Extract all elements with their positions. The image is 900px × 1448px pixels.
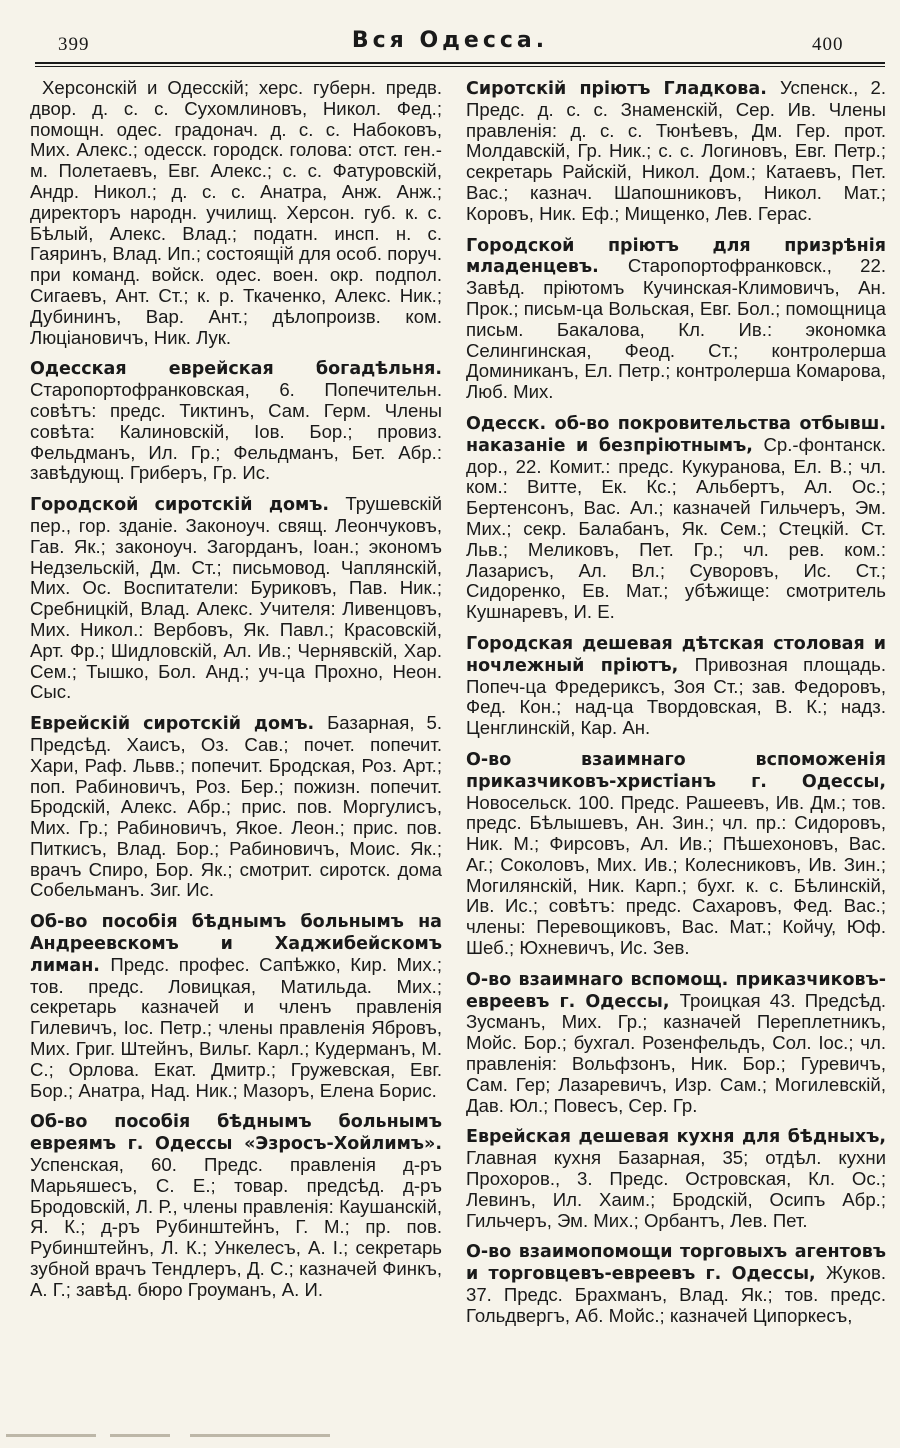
running-title: Вся Одесса.: [351, 28, 549, 53]
directory-entry: [30, 1111, 442, 1300]
entry-heading: Еврейская дешевая кухня для бѣдныхъ,: [466, 1127, 886, 1148]
directory-entry: [466, 633, 886, 739]
entry-body: Жуков. 37. Предс. Брахманъ, Влад. Як.; тов. предс. Гольдвергъ, Аб. Мойс.; казначей Ципоркесъ,: [466, 1262, 886, 1326]
page-number-left: 399: [58, 34, 90, 55]
header-rule: [35, 62, 885, 64]
entry-body: Херсонскій и Одесскій; херс. губерн. предв. двор. д. с. с. Сухомлиновъ, Никол. Фед.; помощн. одес. градонач. д. с. с. Набоковъ, Мих. Алекс.; одесск. городск. голова: отст. ген.-м. Полетаевъ, Евг. Алекс.; с. с. Фатуровскій, Андр. Никол.; д. с. с. Анатра, Анж. Анж.; директоръ народн. училищ. Херсон. губ. к. с. Бѣлый, Алекс. Влад.; податн. инсп. н. с. Гаяринъ, Влад. Ип.; состоящій для особ. поруч. при команд. войск. одес. воен. окр. подпол. Сигаевъ, Ант. Ст.; к. р. Ткаченко, Алекс. Ник.; Дубининъ, Вар. Ант.; дѣлопроизв. ком. Люціановичъ, Ник. Лук.: [30, 77, 442, 348]
entry-body: Старопортофранковская, 6. Попечительн. совѣтъ: предс. Тиктинъ, Сам. Герм. Члены совѣта: Калиновскій, Іов. Бор.; провиз. Фельдманъ, Ил. Гр.; Фельдманъ, Бет. Абр.: завѣдующ. Гриберъ, Гр. Ис.: [30, 379, 442, 484]
directory-entry: [466, 413, 886, 623]
entry-body: Старопортофранковск., 22. Завѣд. пріютомъ Кучинская-Климовичъ, Ан. Прок.; письм-ца Вольская, Евг. Бол.; помощница письм. Бакалова, Кл. Ив.: экономка Селингинская, Феод. Ст.; контролерша Доминиканъ, Ел. Петр.; контролерша Комарова, Люб. Мих.: [466, 255, 886, 403]
directory-entry: [466, 235, 886, 403]
right-column: [466, 78, 886, 1337]
header-rule-thin: [35, 66, 885, 67]
scan-mark: [110, 1434, 170, 1437]
entry-body: Главная кухня Базарная, 35; отдѣл. кухни Прохоров., 3. Предс. Островская, Кл. Ос.; Левинъ, Ил. Хаим.; Бродскій, Осипъ Абр.; Гильчеръ, Эм. Мих.; Орбантъ, Лев. Пет.: [466, 1147, 886, 1231]
scan-edge-marks: [0, 1428, 900, 1448]
entry-body: Привозная площадь. Попеч-ца Фредериксъ, Зоя Ст.; зав. Федоровъ, Фед. Кон.; над-ца Твордовская, В. К.; надз. Ценглинскій, Кар. Ан.: [466, 653, 886, 739]
entry-heading: Еврейскій сиротскій домъ.: [30, 714, 328, 735]
entry-heading: Сиротскій пріютъ Гладкова.: [466, 79, 780, 99]
directory-entry: [30, 713, 442, 901]
entry-body: Успенская, 60. Предс. правленія д-ръ Марьяшесъ, С. Е.; товар. предсѣд. д-ръ Бродовскій, Л. Р., члены правленія: Каушанскій, Я. К.; д-ръ Рубинштейнъ, Г. М.; пр. пов. Рубинштейнъ, Л. К.; Ункелесъ, А. І.; секретарь зубной врачъ Тендлеръ, Д. С.; казначей Финкъ, А. Г.; завѣд. бюро Гроуманъ, А. И.: [30, 1154, 442, 1300]
entry-body: Троицкая 43. Предсѣд. Зусманъ, Мих. Гр.; казначей Переплетникъ, Мойс. Бор.; бухгал. Розенфельдъ, Сол. Іос.; чл. правленія: Вольфзонъ, Ник. Бор.; Гуревичъ, Сам. Гер; Лазаревичъ, Изр. Сам.; Могилевскій, Дав. Юл.; Повесъ, Сер. Гр.: [466, 989, 886, 1116]
directory-entry: [466, 78, 886, 225]
scan-mark: [6, 1434, 96, 1437]
entry-heading: О-во взаимопомощи торговыхъ агентовъ и торговцевъ-евреевъ г. Одессы,: [466, 1242, 886, 1285]
entry-body: Предс. профес. Сапѣжко, Кир. Мих.; тов. предс. Ловицкая, Матильда. Мих.; секретарь казначей и членъ правленія Гилевичъ, Іос. Петр.; члены правленія Ябровъ, Мих. Григ. Штейнъ, Вильг. Карл.; Кудерманъ, М. С.; Орлова. Екат. Дмитр.; Гружевская, Евг. Бор.; Анатра, Над. Ник.; Мазоръ, Елена Борис.: [30, 953, 442, 1101]
entry-heading: Об-во пособія бѣднымъ больнымъ на Андреевскомъ и Хаджибейскомъ лиман.: [30, 912, 442, 976]
scan-mark: [190, 1434, 330, 1437]
entry-body: Базарная, 5. Предсѣд. Хаисъ, Оз. Сав.; почет. попечит. Хари, Раф. Львв.; попечит. Бродская, Роз. Арт.; поп. Рабиновичъ, Роз. Бер.; пожизн. попечит. Бродскій, Алекс. Абр.; прис. пов. Моргулисъ, Мих. Гр.; Рабиновичъ, Якое. Леон.; прис. пов. Питкисъ, Влад. Бор.; Рабиновичъ, Моис. Як.; врачъ Спиро, Бор. Як.; смотрит. сиротск. дома Собельманъ. Зиг. Ис.: [30, 712, 442, 901]
directory-entry: [466, 749, 886, 959]
entry-heading: Городская дешевая дѣтская столовая и ночлежный пріютъ,: [466, 633, 886, 676]
page-number-right: 400: [812, 34, 844, 55]
directory-entry: [466, 1241, 886, 1326]
entry-heading: Городской пріютъ для призрѣнія младенцевъ.: [466, 235, 886, 278]
directory-entry: [30, 358, 442, 484]
left-column: [30, 78, 442, 1311]
entry-heading: Одесск. об-во покровительства отбывш. наказаніе и безпріютнымъ,: [466, 413, 886, 456]
entry-body: Трушевскій пер., гор. зданіе. Законоуч. свящ. Леончуковъ, Гав. Як.; законоуч. Загорданъ, Іоан.; экономъ Недзельскій, Дм. Ст.; письмовод. Чаплянскій, Мих. Ос. Воспитатели: Буриковъ, Пав. Ник.; Сребницкій, Влад. Алекс. Учителя: Ливенцовъ, Мих. Никол.: Вербовъ, Як. Павл.; Красовскій, Арт. Фр.; Шидловскій, Ал. Ив.; Чернявскій, Хар. Сем.; Тышко, Бол. Анд.; уч-ца Прохно, Неон. Сыс.: [30, 493, 442, 703]
directory-entry: [30, 494, 442, 703]
directory-entry: [466, 969, 886, 1117]
entry-heading: Об-во пособія бѣднымъ больнымъ евреямъ г. Одессы «Эзросъ-Хойлимъ».: [30, 1112, 442, 1155]
directory-entry: [30, 911, 442, 1101]
entry-heading: Одесская еврейская богадѣльня.: [30, 359, 442, 380]
entry-body: Ср.-фонтанск. дор., 22. Комит.: предс. Кукуранова, Ел. В.; чл. ком.: Витте, Ек. Кс.; Альбертъ, Ал. Ос.; Бертенсонъ, Вас. Ал.; казначей Гильчеръ, Эм. Мих.; секр. Балабанъ, Як. Сем.; Стецкій. Ст. Льв.; Меликовъ, Пет. Гр.; чл. рев. ком.: Лазарисъ, Ал. Вл.; Суворовъ, Ис. Ст.; Сидоренко, Ев. Мат.; убѣжище: смотритель Кушнаревъ, И. Е.: [466, 433, 886, 623]
entry-heading: Городской сиротскій домъ.: [30, 495, 346, 516]
entry-body: Успенск., 2. Предс. д. с. с. Знаменскій, Сер. Ив. Члены правленія: д. с. с. Тюнѣевъ, Дм. Гер. прот. Молдавскій, Гр. Ник.; с. с. Логиновъ, Евг. Петр.; секретарь Райскій, Никол. Дом.; Катаевъ, Пет. Вас.; казнач. Шапошниковъ, Никол. Мат.; Коровъ, Ник. Еф.; Мищенко, Лев. Герас.: [466, 77, 886, 224]
entry-heading: О-во взаимнаго вспоможенія приказчиковъ-христіанъ г. Одессы,: [466, 749, 886, 792]
directory-entry: [466, 1126, 886, 1231]
page-header: [0, 0, 900, 64]
directory-entry: [30, 78, 442, 348]
entry-body: Новосельск. 100. Предс. Рашеевъ, Ив. Дм.; тов. предс. Бѣлышевъ, Ан. Зин.; чл. пр.: Сидоровъ, Ник. М.; Фирсовъ, Ал. Ив.; Пѣшехоновъ, Вас. Аг.; Соколовъ, Мих. Ив.; Колесниковъ, Ив. Зин.; Могилянскій, Ник. Карп.; бухг. к. с. Бѣлинскій, Ив. Ис.; совѣтъ: предс. Сахаровъ, Фед. Вас.; члены: Перевощиковъ, Вас. Мат.; Койчу, Юф. Шеб.; Юхневичъ, Ис. Зев.: [466, 791, 886, 959]
entry-heading: О-во взаимнаго вспомощ. приказчиковъ-евреевъ г. Одессы,: [466, 969, 886, 1012]
